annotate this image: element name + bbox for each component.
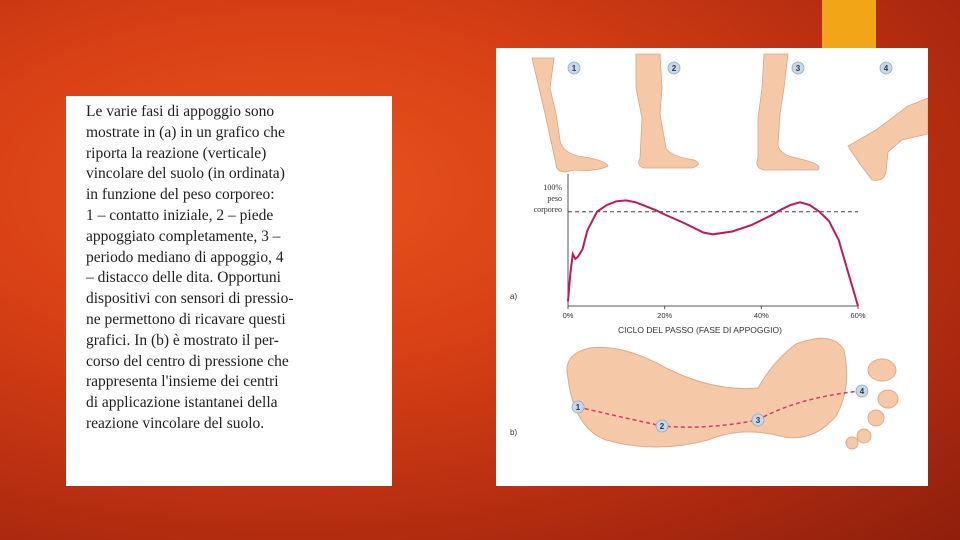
footprint-sole	[567, 338, 847, 447]
accent-tab	[822, 0, 876, 48]
phase-badge-1	[568, 62, 580, 74]
ground-reaction-curve	[568, 200, 858, 306]
toe-2	[878, 390, 898, 408]
toe-5	[846, 437, 858, 449]
svg-text:4: 4	[859, 387, 865, 396]
toe-3	[868, 410, 884, 426]
leg-phase-1	[532, 58, 608, 172]
svg-text:2: 2	[659, 422, 665, 431]
leg-phase-3	[757, 54, 819, 170]
x-ticks	[563, 306, 866, 320]
gait-figure	[496, 48, 928, 486]
toe-1	[868, 359, 896, 381]
pressure-badge-3	[752, 414, 764, 426]
x-tick-label: 40%	[753, 311, 769, 320]
x-tick-label: 60%	[850, 311, 866, 320]
panel-a-label: a)	[510, 292, 518, 301]
x-tick-label: 0%	[562, 311, 574, 320]
reference-label-peso: peso	[547, 194, 562, 203]
leg-phase-4	[848, 98, 928, 180]
panel-b-label: b)	[510, 428, 518, 437]
x-tick-label: 20%	[657, 311, 673, 320]
pressure-badge-2	[656, 420, 668, 432]
svg-text:1: 1	[575, 403, 581, 412]
pressure-badge-1	[572, 401, 584, 413]
phase-badge-3	[792, 62, 804, 74]
description-text: Le varie fasi di appoggio sono mostrate in (a) in un grafico che riporta la reazione (verticale) vincolare del suolo (in ordinata) in funzione del peso corporeo: 1 – contatto iniziale, 2 – piede appoggiato completamente, 3 – periodo mediano di appoggio, 4 – distacco delle dita. Opportuni dispositivi con sensori di pressio- ne permettono di ricavare questi grafici. In (b) è mostrato il per- corso del centro di pressione che rappresenta l'insieme dei centri di applicazione istantanei della reazione vincolare del suolo.	[86, 103, 294, 432]
figure-card	[496, 48, 928, 486]
leg-illustrations	[532, 54, 928, 180]
description-card	[66, 96, 392, 486]
reference-label-corporeo: corporeo	[533, 205, 562, 214]
toe-prints	[846, 359, 898, 449]
toe-4	[857, 429, 871, 443]
leg-phase-2	[636, 54, 699, 168]
svg-text:3: 3	[795, 64, 801, 73]
reference-label-100: 100%	[543, 183, 562, 192]
x-axis-title: CICLO DEL PASSO (FASE DI APPOGGIO)	[618, 325, 782, 335]
svg-text:2: 2	[671, 64, 677, 73]
phase-badge-2	[668, 62, 680, 74]
phase-badge-4	[880, 62, 892, 74]
svg-text:1: 1	[571, 64, 577, 73]
pressure-badge-4	[856, 385, 868, 397]
svg-text:3: 3	[755, 416, 761, 425]
svg-text:4: 4	[883, 64, 889, 73]
